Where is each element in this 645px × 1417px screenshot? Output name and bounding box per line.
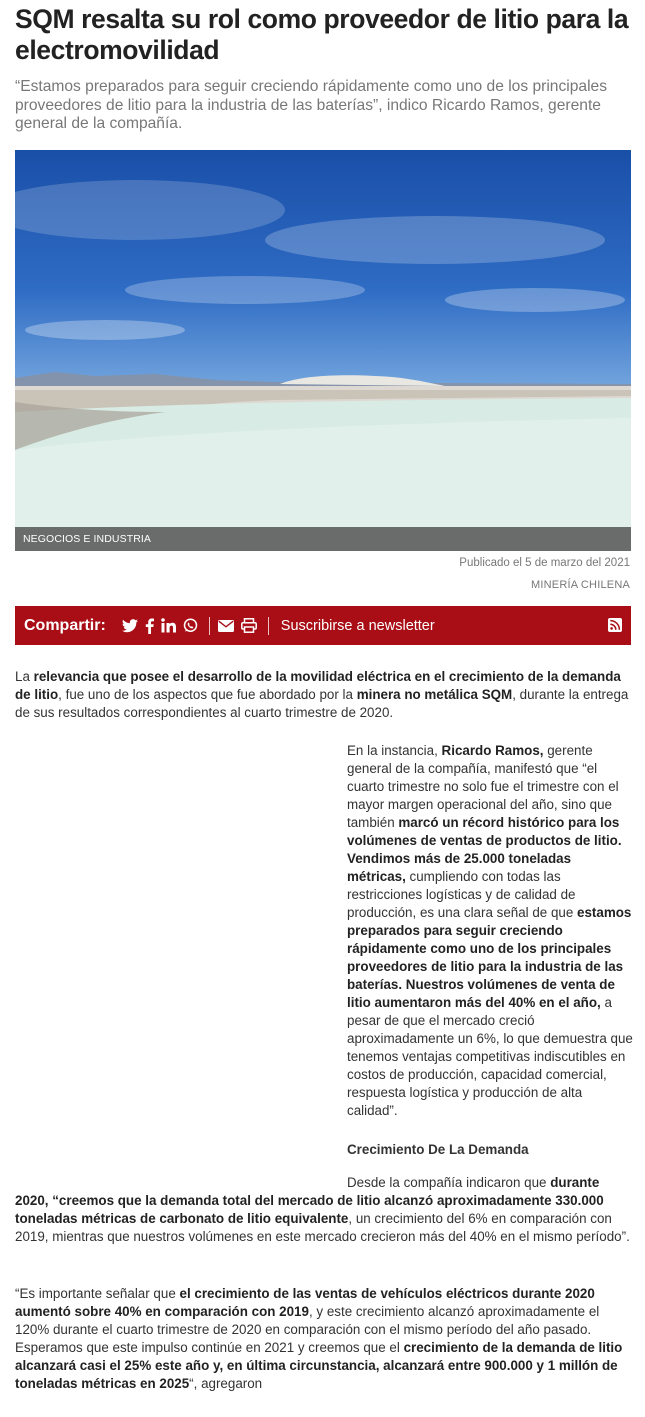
text-run: a pesar de que el mercado creció aproximadamente un 6%, lo que demuestra que tenemos ventajas competitivas indiscutibles en costos de producción, capacidad comercial, respuesta logística y producción de alta calidad”. — [347, 995, 633, 1118]
rss-icon[interactable] — [608, 618, 622, 632]
print-icon[interactable] — [241, 616, 257, 636]
publish-date: Publicado el 5 de marzo del 2021 — [459, 557, 630, 569]
text-run: , durante la entrega de sus resultados correspondientes al cuarto trimestre de 2020. — [15, 687, 629, 720]
article-source[interactable]: MINERÍA CHILENA — [531, 579, 630, 591]
text-run: , un crecimiento del 6% en comparación con 2019, mientras que nuestros volúmenes en este mercado crecieron más del 40% en el mismo período”. — [15, 1211, 630, 1244]
category-badge[interactable]: NEGOCIOS E INDUSTRIA — [15, 527, 631, 551]
share-bar — [15, 606, 631, 645]
article-lead: “Estamos preparados para seguir creciendo rápidamente como uno de los principales proveedores de litio para la industria de las baterías”, indico Ricardo Ramos, gerente general de la compañía. — [15, 78, 608, 132]
body-paragraph-4 — [15, 1285, 635, 1393]
newsletter-link[interactable]: Suscribirse a newsletter — [280, 617, 435, 634]
text-run: La — [15, 669, 34, 684]
salt-flat-photo — [15, 150, 631, 551]
text-run: cumpliendo con todas las restricciones logísticas y de calidad de producción, es una clara señal de que — [347, 869, 578, 920]
bold-text-run: Ricardo Ramos, — [441, 743, 544, 758]
share-divider — [268, 617, 269, 635]
text-run: , y este crecimiento alcanzó aproximadamente el 120% durante el cuarto trimestre de 2020 en comparación con el mismo período del año pasado. Esperamos que este impulso continúe en 2021 y creemos que el — [15, 1304, 600, 1355]
email-icon[interactable] — [218, 616, 234, 636]
text-run: gerente general de la compañía, manifestó que “el cuarto trimestre no solo fue el trimestre con el mayor margen operacional del año, sino que también — [347, 743, 619, 830]
body-paragraph-1 — [15, 668, 635, 722]
bold-text-run: durante 2020, “creemos que la demanda total del mercado de litio alcanzó aproximadamente 330.000 toneladas métricas de carbonato de litio equivalente — [15, 1175, 604, 1226]
section-heading: Crecimiento De La Demanda — [347, 1142, 529, 1157]
linkedin-icon[interactable] — [161, 616, 176, 636]
bold-text-run: relevancia que posee el desarrollo de la movilidad eléctrica en el crecimiento de la demanda de litio — [15, 669, 621, 702]
text-run: , fue uno de los aspectos que fue abordado por la — [58, 687, 357, 702]
twitter-icon[interactable] — [122, 616, 138, 636]
text-run: Desde la compañía indicaron que — [347, 1175, 551, 1190]
bold-text-run: crecimiento de la demanda de litio alcanzará casi el 25% este año y, en última circunstancia, alcanzará entre 900.000 y 1 millón de toneladas métricas en 2025 — [15, 1340, 623, 1391]
body-paragraph-3 — [15, 1174, 635, 1246]
share-label: Compartir: — [24, 616, 106, 634]
bold-text-run: el crecimiento de las ventas de vehículos eléctricos durante 2020 aumentó sobre 40% en comparación con 2019 — [15, 1286, 595, 1319]
text-run: “Es importante señalar que — [15, 1286, 180, 1301]
bold-text-run: minera no metálica SQM — [356, 687, 513, 702]
bold-text-run: marcó un récord histórico para los volúmenes de ventas de productos de litio. Vendimos más de 25.000 toneladas métricas, — [347, 815, 622, 884]
text-run: “, agregaron — [189, 1376, 263, 1391]
article-title: SQM resalta su rol como proveedor de litio para la electromovilidad — [15, 4, 629, 65]
share-divider — [209, 617, 210, 635]
bold-text-run: estamos preparados para seguir creciendo rápidamente como uno de los principales proveedores de litio para la industria de las baterías. Nuestros volúmenes de venta de litio aumentaron más del 40% en el año, — [347, 905, 632, 1010]
facebook-icon[interactable] — [145, 616, 154, 636]
whatsapp-icon[interactable] — [183, 616, 198, 636]
hero-image[interactable] — [15, 150, 631, 551]
body-paragraph-2 — [347, 742, 633, 1120]
text-run: En la instancia, — [347, 743, 442, 758]
